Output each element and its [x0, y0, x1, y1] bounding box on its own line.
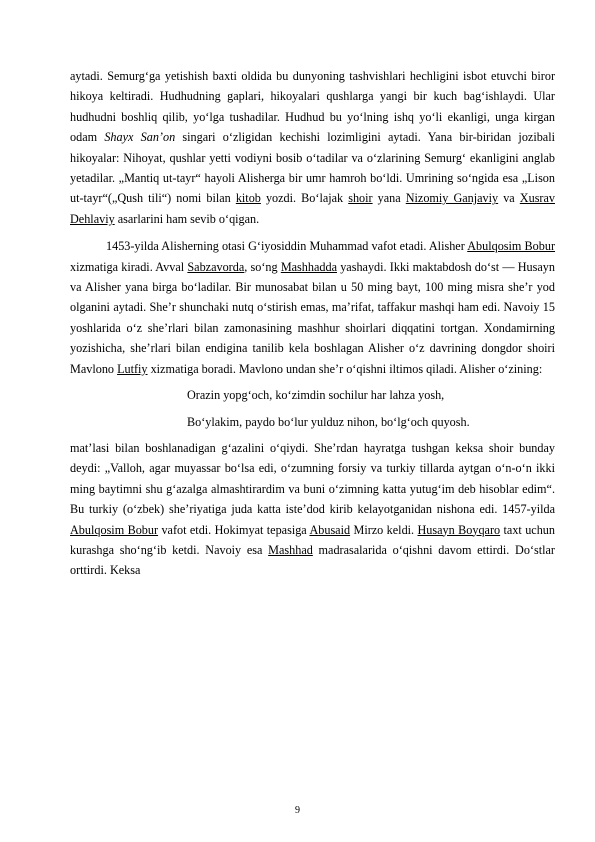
text: asarlarini ham sevib o‘qigan.: [114, 211, 260, 226]
text: mat’lasi bilan boshlanadigan g‘azalini o‘qiydi. She’rdan hayratga tushgan keksa shoir bunday deydi: „Valloh, agar muyassar bo‘lsa edi, o‘zumning forsiy va turkiy tillarda aytgan o‘n-o‘n ikki ming baytimni shu g‘azalga almashtirardim va buni o‘zimning katta yutug‘im deb hisoblar edim“. Bu turkiy (o‘zbek) she’riyatiga juda katta iste’dod kirib kelayotganidan nishona edi. 1457-yilda: [70, 440, 555, 517]
text: Mirzo keldi.: [350, 522, 418, 537]
text: taxt uchun kurashga sho‘ng‘ib ketdi. Navoiy esa: [70, 522, 555, 557]
verse-line-1: Orazin yopg‘och, ko‘zimdin sochilur har lahza yosh,: [187, 388, 445, 403]
italic-title: Shayx San’on: [104, 130, 176, 145]
link-abulqosim-bobur[interactable]: Abulqosim Bobur: [467, 239, 556, 254]
text: aytadi. Semurg‘ga yetishish baxti oldida bu dunyoning tashvishlari hechligini isbot etuvchi biror hikoya keltiradi. Hudhudning gaplari, hikoyalari qushlarga yangi bir kuch bag‘ishlaydi. Ular hudhudni boshliq qilib, yo‘lga tushadilar. Hudhud bu yo‘lning ishq yo‘li ekanligi, unga kirgan odam: [70, 69, 555, 145]
text: yozdi. Bo‘lajak: [260, 191, 349, 206]
link-husayn-boyqaro[interactable]: Husayn Boyqaro: [417, 522, 501, 537]
text: madrasalarida o‘qishni davom ettirdi. Do‘stlar orttirdi. Keksa: [70, 542, 555, 578]
paragraph-2: [70, 236, 555, 379]
text: singari o‘zligidan kechishi lozimligini aytadi. Yana bir-biridan jozibali hikoyalar: Nihoyat, qushlar yetti vodiyni bosib o‘tadilar va o‘zlarining Semurg‘ ekanligini anglab yetadilar. „Mantiq ut-tayr“ hayoli Alisherga bir umr hamroh bo‘ldi. Umrining so‘ngida esa „Lison ut-tayr“(„Qush tili“) nomi bilan: [70, 130, 555, 206]
text: yashaydi. Ikki maktabdosh do‘st — Husayn va Alisher yana birga bo‘ladilar. Bir munosabat bilan u 50 ming bayt, 100 ming misra she’r yod olganini aytadi. She’r shunchaki nutq o‘stirish emas, ma’rifat, taffakur mashqi ham edi. Navoiy 15 yoshlarida o‘z she’rlari bilan zamonasining mashhur shoirlari diqqatini tortgan. Xondamirning yozishicha, she’rlari bilan endigina tanilib kela boshlagan Alisher o‘z davrining dongdor shoiri Mavlono: [70, 259, 555, 376]
text: va: [498, 191, 520, 206]
link-abulqosim-bobur-2[interactable]: Abulqosim Bobur: [70, 522, 159, 537]
paragraph-3: [70, 438, 555, 581]
link-nizomiy-ganjaviy[interactable]: Nizomiy Ganjaviy: [405, 191, 499, 206]
link-mashhadda[interactable]: Mashhadda: [280, 259, 337, 274]
link-kitob[interactable]: kitob: [235, 191, 261, 206]
link-lutfiy[interactable]: Lutfiy: [117, 361, 148, 376]
verse-line-2: Bo‘ylakim, paydo bo‘lur yulduz nihon, bo‘lg‘och quyosh.: [187, 414, 470, 429]
text: vafot etdi. Hokimyat tepasiga: [158, 522, 310, 537]
paragraph-1: [70, 66, 555, 229]
document-page: [70, 66, 555, 581]
text: xizmatiga kiradi. Avval: [70, 259, 188, 274]
link-mashhad[interactable]: Mashhad: [268, 542, 313, 557]
link-shoir[interactable]: shoir: [348, 191, 373, 206]
link-abusaid[interactable]: Abusaid: [309, 522, 351, 537]
text: yana: [372, 191, 406, 206]
link-sabzavorda[interactable]: Sabzavorda: [187, 259, 245, 274]
text: xizmatiga boradi. Mavlono undan she’r o‘qishni iltimos qiladi. Alisher o‘zining:: [147, 361, 543, 376]
text: , so‘ng: [244, 259, 281, 274]
text: 1453-yilda Alisherning otasi G‘iyosiddin Muhammad vafot etadi. Alisher: [106, 239, 468, 254]
page-number: 9: [295, 805, 300, 816]
link-xusrav-dehlaviy[interactable]: Xusrav Dehlaviy: [70, 191, 555, 226]
